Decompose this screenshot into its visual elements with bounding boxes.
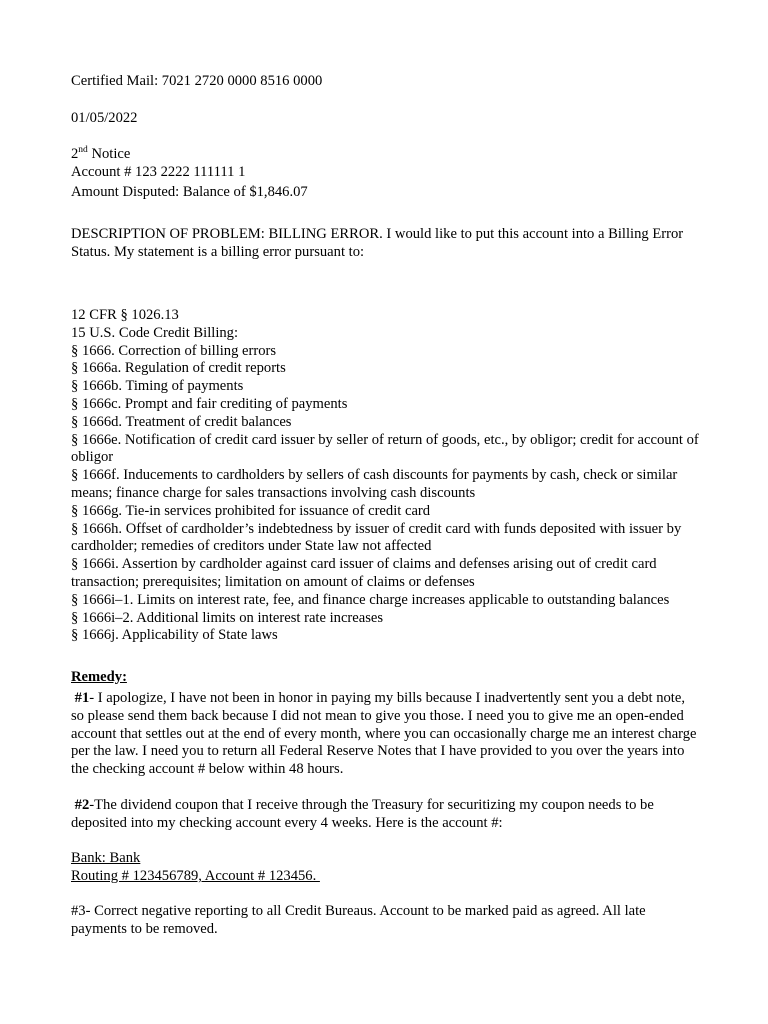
statute-item: § 1666i–1. Limits on interest rate, fee, and finance charge increases applicable to outstanding balances [71, 591, 670, 608]
notice-word: Notice [87, 146, 131, 162]
notice-line [71, 146, 701, 164]
statute-item: 15 U.S. Code Credit Billing: [71, 324, 239, 341]
routing-account-line: Routing # 123456789, Account # 123456. [71, 868, 320, 884]
statute-item: § 1666c. Prompt and fair crediting of payments [71, 395, 348, 412]
notice-ordinal-suffix: nd [78, 145, 88, 156]
remedy-item-1-label: #1 [74, 690, 90, 706]
statute-item: § 1666d. Treatment of credit balances [71, 413, 292, 430]
statute-item: § 1666i. Assertion by cardholder against card issuer of claims and defenses arising out of credit card transaction; prerequisites; limitation on amount of claims or defenses [71, 556, 657, 590]
remedy-item-2 [71, 797, 701, 833]
amount-disputed-line: Amount Disputed: Balance of $1,846.07 [71, 184, 308, 200]
statute-item: § 1666. Correction of billing errors [71, 342, 277, 359]
statute-item: § 1666a. Regulation of credit reports [71, 360, 286, 377]
remedy-heading-text: Remedy: [71, 669, 127, 685]
certified-mail-line: Certified Mail: 7021 2720 0000 8516 0000 [71, 73, 323, 89]
statute-list [71, 307, 701, 645]
account-number-line: Account # 123 2222 111111 1 [71, 164, 246, 180]
remedy-item-2-label: #2 [74, 797, 90, 813]
statute-item: § 1666i–2. Additional limits on interest rate increases [71, 609, 384, 626]
statute-item: 12 CFR § 1026.13 [71, 307, 179, 323]
statute-item: § 1666h. Offset of cardholder’s indebtedness by issuer of credit card with funds deposited with issuer by cardholder; remedies of creditors under State law not affected [71, 520, 682, 555]
remedy-heading [71, 669, 701, 687]
statute-item: § 1666g. Tie-in services prohibited for issuance of credit card [71, 502, 431, 519]
statute-item: § 1666e. Notification of credit card issuer by seller of return of goods, etc., by obligor; credit for account of obligor [71, 431, 699, 466]
remedy-item-1-text: - I apologize, I have not been in honor in paying my bills because I inadvertently sent you a debt note, so please send them back because I did not mean to give you those. I need you to give me an open-ended account that settles out at the end of every month, where you can occasionally charge me an interest charge per the law. I need you to return all Federal Reserve Notes that I have provided to you over the years into the checking account # below within 48 hours. [71, 690, 697, 778]
letter-date: 01/05/2022 [71, 110, 138, 126]
statute-item: § 1666j. Applicability of State laws [71, 627, 278, 644]
statute-item: § 1666f. Inducements to cardholders by sellers of cash discounts for payments by cash, check or similar means; finance charge for sales transactions involving cash discounts [71, 467, 678, 501]
notice-number: 2 [71, 146, 79, 162]
bank-name-line: Bank: Bank [71, 850, 141, 866]
remedy-item-2-text: -The dividend coupon that I receive through the Treasury for securitizing my coupon needs to be deposited into my checking account every 4 weeks. Here is the account #: [71, 797, 654, 831]
statute-item: § 1666b. Timing of payments [71, 378, 244, 395]
remedy-item-1 [71, 690, 701, 779]
problem-description: DESCRIPTION OF PROBLEM: BILLING ERROR. I would like to put this account into a Billing Error Status. My statement is a billing error pursuant to: [71, 226, 684, 260]
remedy-item-3: #3- Correct negative reporting to all Credit Bureaus. Account to be marked paid as agreed. All late payments to be removed. [71, 903, 646, 937]
